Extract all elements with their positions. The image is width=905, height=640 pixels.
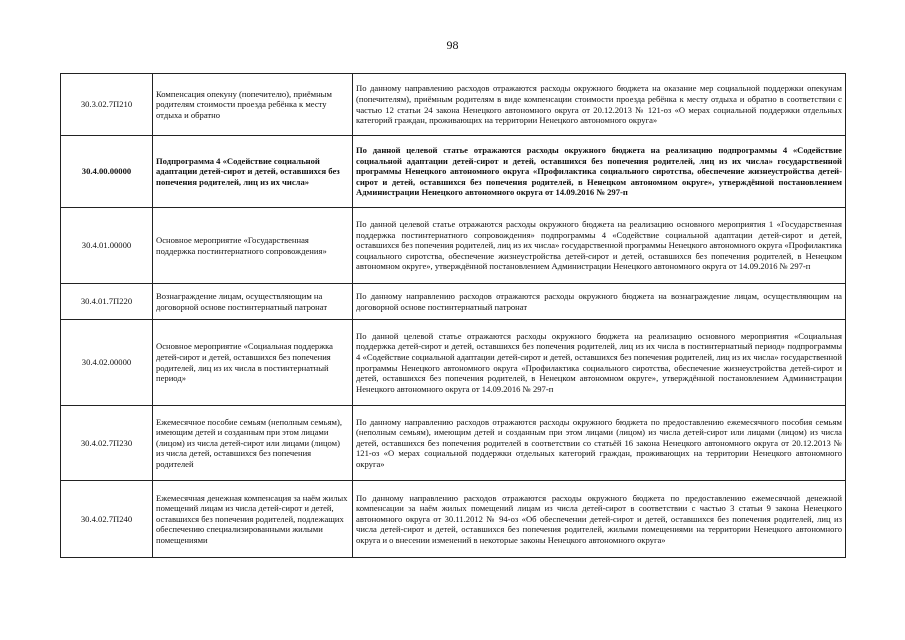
row-code: 30.4.00.00000 (61, 136, 153, 208)
row-code: 30.3.02.7П210 (61, 74, 153, 136)
table-row (61, 74, 846, 136)
page-number: 98 (446, 38, 459, 52)
row-code: 30.4.02.7П230 (61, 406, 153, 481)
table-row (61, 406, 846, 481)
row-name: Компенсация опекуну (попечителю), приёмным родителям стоимости проезда ребёнка к месту отдыха и обратно (153, 74, 353, 136)
row-description: По данному направлению расходов отражаются расходы окружного бюджета по предоставлению ежемесячного пособия семьям (неполным семьям), имеющим детей и созданным при этом лицами (лицом) из числа детей-сирот или лицами (лицом) из числа детей, оставшихся без попечения родителей в соответствии со статьёй 16 закона Ненецкого автономного округа от 20.12.2013 № 121-оз «О мерах социальной поддержки отдельных категорий граждан, проживающих на территории Ненецкого автономного округа» (353, 406, 846, 481)
row-description: По данному направлению расходов отражаются расходы окружного бюджета по предоставлению ежемесячной денежной компенсации за наём жилых помещений лицам из числа детей-сирот в соответствии с частью 3 статьи 9 закона Ненецкого автономного округа от 30.11.2012 № 94-оз «Об обеспечении детей-сирот и детей, оставшихся без попечения родителей, лиц из числа детей-сирот и детей, оставшихся без попечения родителей, жилыми помещениями на территории Ненецкого автономного округа и о внесении изменений в некоторые законы Ненецкого автономного округа» (353, 481, 846, 558)
row-name: Основное мероприятие «Социальная поддержка детей-сирот и детей, оставшихся без попечения родителей, лиц из их числа в постинтернатный период» (153, 320, 353, 406)
row-description: По данному направлению расходов отражаются расходы окружного бюджета на вознаграждение лицам, осуществляющим на договорной основе постинтернатный патронат (353, 284, 846, 320)
row-code: 30.4.01.7П220 (61, 284, 153, 320)
row-description: По данной целевой статье отражаются расходы окружного бюджета на реализацию подпрограммы 4 «Содействие социальной адаптации детей-сирот и детей, оставшихся без попечения родителей, лиц из их числа» государственной программы Ненецкого автономного округа «Профилактика социального сиротства, обеспечение жизнеустройства детей-сирот и детей, оставшихся без попечения родителей, в Ненецком автономном округе», утверждённой постановлением Администрации Ненецкого автономного округа от 14.09.2016 № 297-п (353, 136, 846, 208)
row-name: Подпрограмма 4 «Содействие социальной адаптации детей-сирот и детей, оставшихся без попечения родителей, лиц из их числа» (153, 136, 353, 208)
row-name: Ежемесячное пособие семьям (неполным семьям), имеющим детей и созданным при этом лицами (лицом) из числа детей-сирот или лицами (лицом) из числа детей, оставшихся без попечения родителей (153, 406, 353, 481)
row-code: 30.4.02.00000 (61, 320, 153, 406)
table-row (61, 481, 846, 558)
table-row (61, 136, 846, 208)
row-code: 30.4.01.00000 (61, 208, 153, 284)
row-description: По данной целевой статье отражаются расходы окружного бюджета на реализацию основного мероприятия 1 «Государственная поддержка постинтернатного сопровождения» подпрограммы 4 «Содействие социальной адаптации детей-сирот и детей, оставшихся без попечения родителей, лиц из их числа» государственной программы Ненецкого автономного округа «Профилактика социального сиротства, обеспечение жизнеустройства детей-сирот и детей, оставшихся без попечения родителей, в Ненецком автономном округе», утверждённой постановлением Администрации Ненецкого автономного округа от 14.09.2016 № 297-п (353, 208, 846, 284)
table-row (61, 208, 846, 284)
row-description: По данному направлению расходов отражаются расходы окружного бюджета на оказание мер социальной поддержки опекунам (попечителям), приёмным родителям в виде компенсации стоимости проезда ребёнка к месту отдыха и обратно в соответствии с частью 12 статьи 24 закона Ненецкого автономного округа от 20.12.2013 № 121-оз «О мерах социальной поддержки отдельных категорий граждан, проживающих на территории Ненецкого автономного округа» (353, 74, 846, 136)
row-name: Ежемесячная денежная компенсация за наём жилых помещений лицам из числа детей-сирот и детей, оставшихся без попечения родителей, подлежащих обеспечению специализированными жилыми помещениями (153, 481, 353, 558)
row-code: 30.4.02.7П240 (61, 481, 153, 558)
table-row (61, 320, 846, 406)
classification-table (60, 73, 846, 558)
row-description: По данной целевой статье отражаются расходы окружного бюджета на реализацию основного мероприятия «Социальная поддержка детей-сирот и детей, оставшихся без попечения родителей, лиц из их числа в постинтернатный период» подпрограммы 4 «Содействие социальной адаптации детей-сирот и детей, оставшихся без попечения родителей, лиц из их числа» государственной программы Ненецкого автономного округа «Профилактика социального сиротства, обеспечение жизнеустройства детей-сирот и детей, оставшихся без попечения родителей, в Ненецком автономном округе», утверждённой постановлением Администрации Ненецкого автономного округа от 14.09.2016 № 297-п (353, 320, 846, 406)
row-name: Вознаграждение лицам, осуществляющим на договорной основе постинтернатный патронат (153, 284, 353, 320)
row-name: Основное мероприятие «Государственная поддержка постинтернатного сопровождения» (153, 208, 353, 284)
table-row (61, 284, 846, 320)
